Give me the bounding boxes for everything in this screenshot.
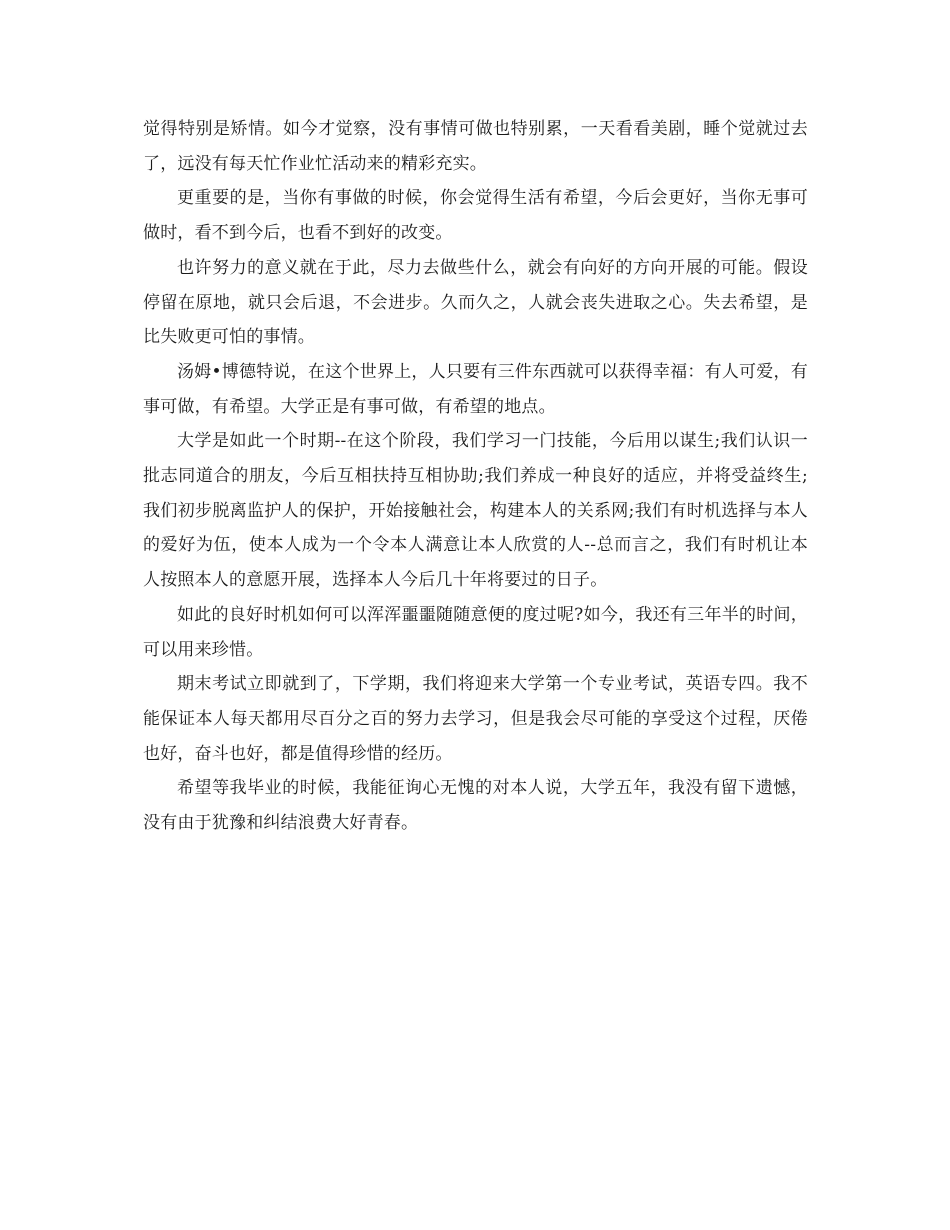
paragraph-3: 也许努力的意义就在于此，尽力去做些什么，就会有向好的方向开展的可能。假设停留在原地，就只会后退，不会进步。久而久之，人就会丧失进取之心。失去希望，是比失败更可怕的事情。 [143,257,808,348]
paragraph-6: 如此的良好时机如何可以浑浑噩噩随随意便的度过呢?如今，我还有三年半的时间，可以用来珍惜。 [143,604,808,660]
paragraph-8: 希望等我毕业的时候，我能征询心无愧的对本人说，大学五年，我没有留下遗憾，没有由于犹豫和纠结浪费大好青春。 [143,778,808,834]
document-body [143,112,808,841]
paragraph-4: 汤姆•博德特说，在这个世界上，人只要有三件东西就可以获得幸福：有人可爱，有事可做，有希望。大学正是有事可做，有希望的地点。 [143,361,808,417]
paragraph-5: 大学是如此一个时期--在这个阶段，我们学习一门技能，今后用以谋生;我们认识一批志同道合的朋友，今后互相扶持互相协助;我们养成一种良好的适应，并将受益终生;我们初步脱离监护人的保护，开始接触社会，构建本人的关系网;我们有时机选择与本人的爱好为伍，使本人成为一个令本人满意让本人欣赏的人--总而言之，我们有时机让本人按照本人的意愿开展，选择本人今后几十年将要过的日子。 [143,431,808,591]
paragraph-1: 觉得特别是矫情。如今才觉察，没有事情可做也特别累，一天看看美剧，睡个觉就过去了，远没有每天忙作业忙活动来的精彩充实。 [143,119,808,174]
paragraph-7: 期末考试立即就到了，下学期，我们将迎来大学第一个专业考试，英语专四。我不能保证本人每天都用尽百分之百的努力去学习，但是我会尽可能的享受这个过程，厌倦也好，奋斗也好，都是值得珍惜的经历。 [143,674,808,764]
paragraph-2: 更重要的是，当你有事做的时候，你会觉得生活有希望，今后会更好，当你无事可做时，看不到今后，也看不到好的改变。 [143,188,808,244]
